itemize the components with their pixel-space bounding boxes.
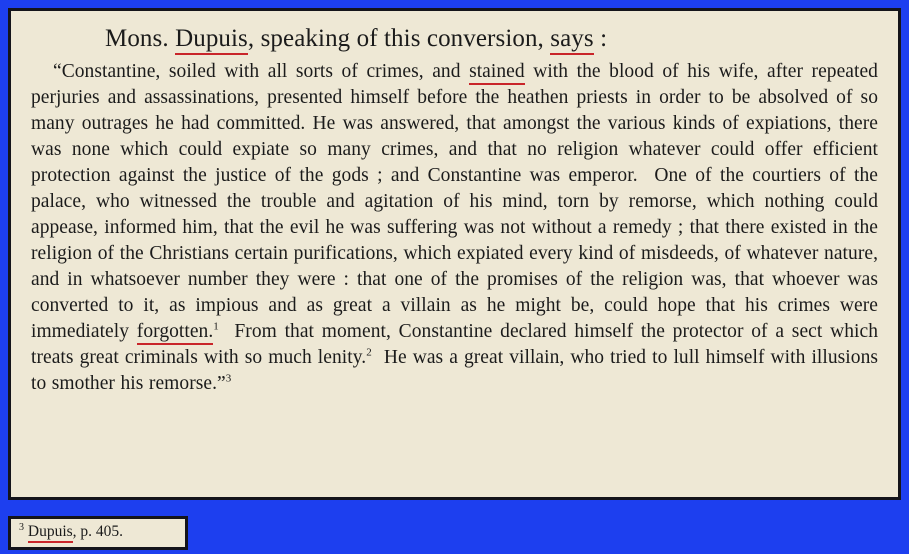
footnote-rest: , p. 405. — [72, 523, 124, 540]
quotation-paragraph — [31, 59, 878, 397]
footnote-ref-2[interactable]: 2 — [366, 346, 372, 359]
footnote-author-highlight: Dupuis — [28, 523, 73, 543]
page-heading — [31, 25, 878, 53]
quote-segment-1: “Constantine, soiled with all sorts of crimes, and — [53, 61, 470, 82]
footnote-ref-1[interactable]: 1 — [213, 320, 219, 333]
main-text-block — [8, 8, 901, 500]
footnote-ref-3[interactable]: 3 — [225, 372, 232, 385]
heading-highlight-says: says — [550, 25, 593, 55]
heading-part-2: , speaking of this conversion, — [247, 25, 551, 52]
quote-segment-3: One of the courtiers of the palace, who witnessed the trouble and agitation of his mind, torn by remorse, which nothing could appease, informed him, that the evil he was suffering was not without a remedy ; that there existed in the religion of the Christians certain purifications, which expiated every kind of misdeeds, of whatever nature, and in whatsoever number they were : that one of the promises of the religion was, that whoever was converted to it, as impious and as great a villain as he might be, could hope that his crimes were immediately — [31, 165, 878, 343]
highlight-stained: stained — [469, 61, 525, 85]
heading-part-3: : — [593, 25, 608, 52]
quote-segment-2: with the blood of his wife, after repeated perjuries and assassinations, presented himself before the heathen priests in order to be absolved of so many outrages he had committed. He was answered, that amongst the various kinds of expiations, there was none which could expiate so many crimes, and that no religion whatever could offer efficient protection against the justice of the gods ; and Constantine was emperor. — [31, 61, 878, 187]
quote-segment-4: From that moment, Constantine declared himself the protector of a sect which treats great criminals with so much lenity. — [31, 321, 878, 369]
heading-highlight-dupuis: Dupuis — [175, 25, 248, 55]
footnote-marker: 3 — [19, 521, 24, 533]
quote-segment-5: He was a great villain, who tried to lull himself with illusions to smother his remorse.” — [31, 347, 879, 395]
highlight-forgotten: forgotten. — [137, 321, 214, 345]
footnote-line — [19, 523, 177, 542]
footnote-block — [8, 516, 188, 550]
heading-part-1: Mons. — [105, 25, 176, 52]
